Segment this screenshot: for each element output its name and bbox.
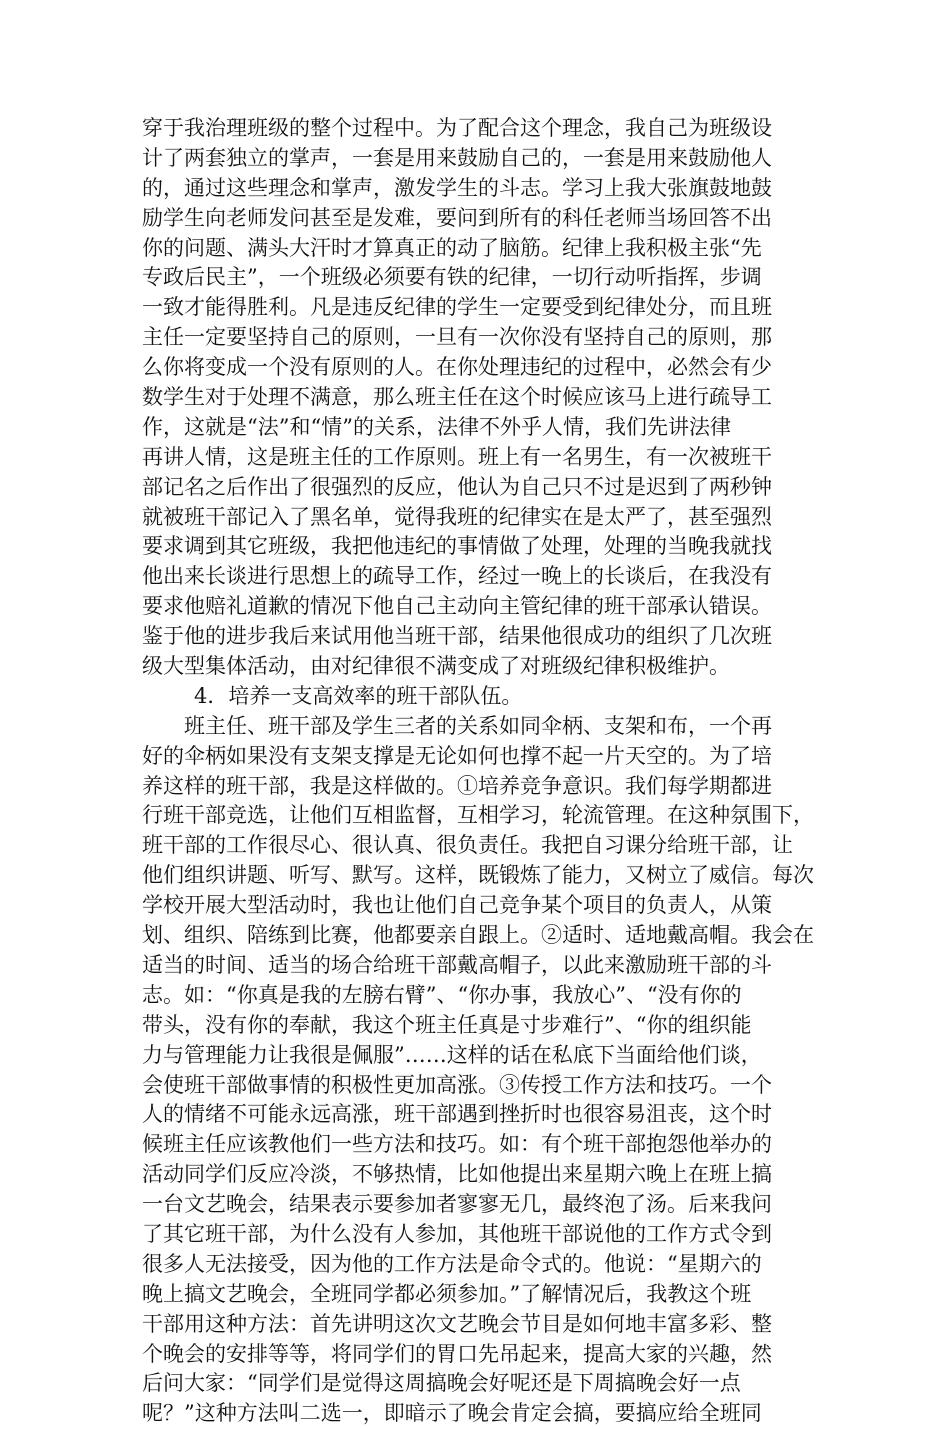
paragraph-line: 级大型集体活动，由对纪律很不满变成了对班级纪律积极维护。: [142, 654, 730, 679]
paragraph-line: 力与管理能力让我很是佩服”……这样的话在私底下当面给他们谈，: [142, 1042, 762, 1067]
paragraph-line: 学校开展大型活动时，我也让他们自己竞争某个项目的负责人，从策: [142, 893, 772, 918]
paragraph-line: 养这样的班干部，我是这样做的。①培养竞争意识。我们每学期都进: [142, 773, 772, 798]
paragraph-line: 晚上搞文艺晚会，全班同学都必须参加。”了解情况后，我教这个班: [142, 1281, 752, 1306]
paragraph-line: 个晚会的安排等等，将同学们的胃口先吊起来，提高大家的兴趣，然: [142, 1341, 772, 1366]
paragraph-line: 人的情绪不可能永远高涨，班干部遇到挫折时也很容易沮丧，这个时: [142, 1102, 772, 1127]
document-body: [142, 114, 818, 1429]
paragraph-line: 计了两套独立的掌声，一套是用来鼓励自己的，一套是用来鼓励他人: [142, 145, 772, 170]
paragraph-line: 志。如：“你真是我的左膀右臂”、“你办事，我放心”、“没有你的: [142, 982, 742, 1007]
paragraph-line: 一致才能得胜利。凡是违反纪律的学生一定要受到纪律处分，而且班: [142, 295, 772, 320]
paragraph-line: 班干部的工作很尽心、很认真、很负责任。我把自习课分给班干部，让: [142, 833, 793, 858]
paragraph-line: 鉴于他的进步我后来试用他当班干部，结果他很成功的组织了几次班: [142, 624, 772, 649]
paragraph-line: 了其它班干部，为什么没有人参加，其他班干部说他的工作方式令到: [142, 1221, 772, 1246]
paragraph-line: 主任一定要坚持自己的原则，一旦有一次你没有坚持自己的原则，那: [142, 325, 772, 350]
paragraph-line: 你的问题、满头大汗时才算真正的动了脑筋。纪律上我积极主张“先: [142, 235, 762, 260]
paragraph-line: 穿于我治理班级的整个过程中。为了配合这个理念，我自己为班级设: [142, 116, 772, 140]
paragraph-line: 带头，没有你的奉献，我这个班主任真是寸步难行”、“你的组织能: [142, 1012, 752, 1037]
paragraph-line: 好的伞柄如果没有支架支撑是无论如何也撑不起一片天空的。为了培: [142, 743, 772, 768]
paragraph-line: 作，这就是“法”和“情”的关系，法律不外乎人情，我们先讲法律: [142, 414, 731, 439]
paragraph-line: 部记名之后作出了很强烈的反应，他认为自己只不过是迟到了两秒钟: [142, 474, 772, 499]
paragraph-line: 他们组织讲题、听写、默写。这样，既锻炼了能力，又树立了威信。每次: [142, 863, 814, 888]
paragraph-line: 就被班干部记入了黑名单，觉得我班的纪律实在是太严了，甚至强烈: [142, 504, 772, 529]
paragraph-line: 一台文艺晚会，结果表示要参加者寥寥无几，最终泡了汤。后来我问: [142, 1192, 772, 1217]
paragraph-line: 行班干部竞选，让他们互相监督，互相学习，轮流管理。在这种氛围下，: [142, 803, 814, 828]
paragraph-line: 再讲人情，这是班主任的工作原则。班上有一名男生，有一次被班干: [142, 444, 772, 469]
paragraph-line: 要求调到其它班级，我把他违纪的事情做了处理，处理的当晚我就找: [142, 534, 772, 559]
section-heading: 4．培养一支高效率的班干部队伍。: [194, 683, 523, 708]
paragraph-line: 呢？”这种方法叫二选一，即暗示了晚会肯定会搞，要搞应给全班同: [142, 1401, 762, 1426]
paragraph-line: 干部用这种方法：首先讲明这次文艺晚会节目是如何地丰富多彩、整: [142, 1311, 772, 1336]
paragraph-line: 的，通过这些理念和掌声，激发学生的斗志。学习上我大张旗鼓地鼓: [142, 175, 772, 200]
paragraph-line: 要求他赔礼道歉的情况下他自己主动向主管纪律的班干部承认错误。: [142, 594, 772, 619]
paragraph-line: 班主任、班干部及学生三者的关系如同伞柄、支架和布，一个再: [184, 713, 772, 738]
paragraph-line: 数学生对于处理不满意，那么班主任在这个时候应该马上进行疏导工: [142, 385, 772, 410]
paragraph-line: 专政后民主”，一个班级必须要有铁的纪律，一切行动听指挥，步调: [142, 265, 762, 290]
paragraph-line: 会使班干部做事情的积极性更加高涨。③传授工作方法和技巧。一个: [142, 1072, 772, 1097]
paragraph-line: 很多人无法接受，因为他的工作方法是命令式的。他说：“星期六的: [142, 1251, 762, 1276]
paragraph-line: 适当的时间、适当的场合给班干部戴高帽子，以此来激励班干部的斗: [142, 952, 772, 977]
paragraph-line: 划、组织、陪练到比赛，他都要亲自跟上。②适时、适地戴高帽。我会在: [142, 923, 814, 948]
paragraph-line: 励学生向老师发问甚至是发难，要问到所有的科任老师当场回答不出: [142, 205, 772, 230]
paragraph-line: 候班主任应该教他们一些方法和技巧。如：有个班干部抱怨他举办的: [142, 1132, 772, 1157]
paragraph-line: 活动同学们反应冷淡，不够热情，比如他提出来星期六晚上在班上搞: [142, 1162, 772, 1187]
paragraph-line: 后问大家：“同学们是觉得这周搞晚会好呢还是下周搞晚会好一点: [142, 1371, 741, 1396]
paragraph-line: 他出来长谈进行思想上的疏导工作，经过一晚上的长谈后，在我没有: [142, 564, 772, 589]
paragraph-line: 么你将变成一个没有原则的人。在你处理违纪的过程中，必然会有少: [142, 355, 772, 380]
